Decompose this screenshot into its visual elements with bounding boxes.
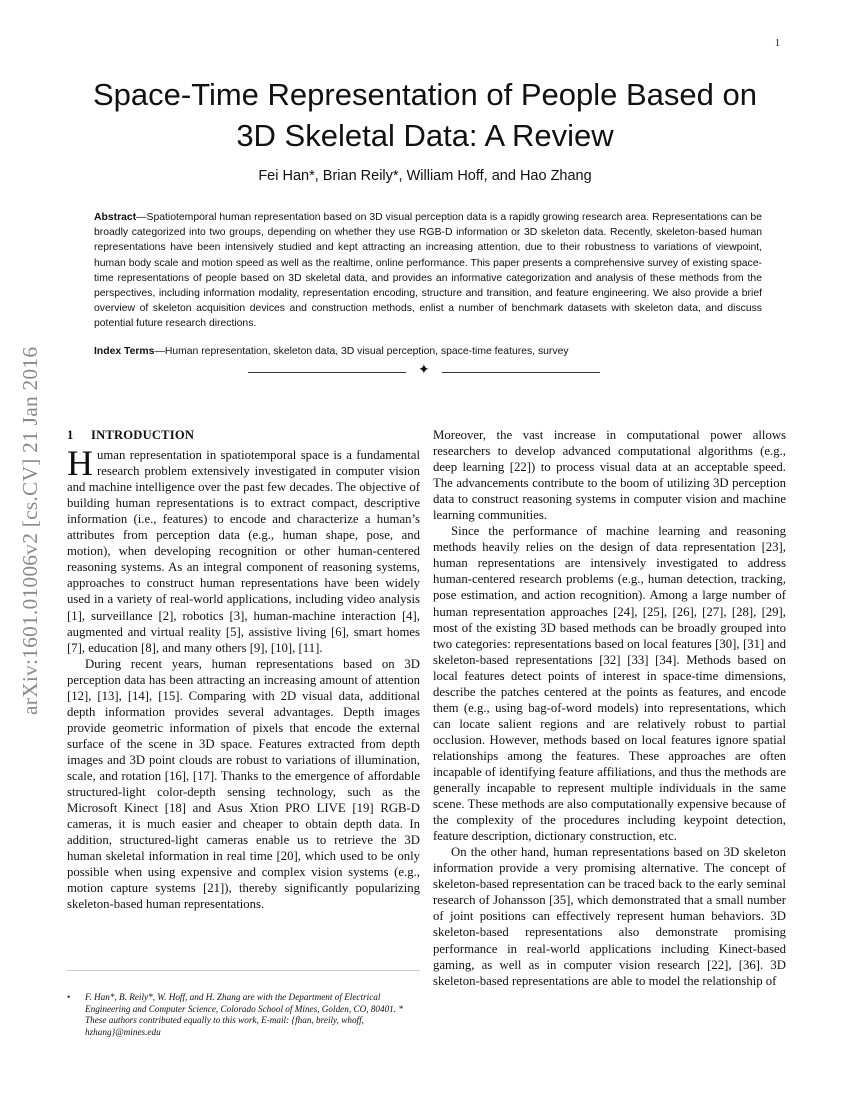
section-heading — [67, 427, 420, 443]
author-footnote — [67, 992, 420, 1038]
index-terms — [94, 344, 762, 359]
intro-paragraph-1-text: uman representation in spatiotemporal space is a fundamental research problem extensively investigated in computer vision and machine intelligence over the past few decades. The objective of building human representations is to extract compact, descriptive information (i.e., features) to encode and characterize a human’s attributes from perception data (e.g., human shape, pose, and motion), when developing recognition or other human-centered reasoning systems. As an integral component of reasoning systems, approaches to construct human representations have been widely used in a variety of real-world applications, including video analysis [1], surveillance [2], robotics [3], human-machine interaction [4], augmented and virtual reality [5], assistive living [6], smart homes [7], education [8], and many others [9], [10], [11]. — [67, 448, 420, 655]
abstract — [94, 210, 762, 332]
left-column — [67, 427, 420, 912]
footnote-rule — [67, 970, 420, 971]
section-divider — [0, 365, 850, 379]
abstract-text: —Spatiotemporal human representation based on 3D visual perception data is a rapidly growing research area. Representations can be broadly categorized into two groups, depending on whether they use RGB-D information or 3D skeleton data. Recently, skeleton-based human representations have been intensively studied and kept attracting an increasing attention, due to their robustness to variations of viewpoint, human body scale and motion speed as well as the realtime, online performance. This paper presents a comprehensive survey of existing space-time representations of people based on 3D skeletal data, and provides an informative categorization and analysis of these methods from the perspectives, including information modality, representation encoding, structure and transition, and feature engineering. We also provide a brief overview of skeleton acquisition devices and construction methods, enlist a number of benchmark datasets with skeleton data, and discuss potential future research directions. — [94, 212, 762, 330]
arxiv-identifier[interactable]: arXiv:1601.01006v2 [cs.CV] 21 Jan 2016 — [18, 346, 42, 715]
divider-line-right — [442, 372, 600, 373]
right-paragraph-1: Moreover, the vast increase in computational power allows researchers to develop advanced computational algorithms (e.g., deep learning [22]) to process visual data at an acceptable speed. The advancements contribute to the boom of utilizing 3D perception data to construct reasoning systems in computer vision and machine learning communities. — [433, 428, 786, 523]
right-column — [433, 427, 786, 989]
right-paragraph-3: On the other hand, human representations based on 3D skeleton information provide a very promising alternative. The concept of skeleton-based representation can be traced back to the early seminal research of Johansson [35], which demonstrated that a small number of joint positions can effectively represent human behaviors. 3D skeleton-based representations also demonstrate promising performance in real-world applications including Kinect-based gaming, as well as in computer vision research [22], [36]. 3D skeleton-based representations are able to model the relationship of — [433, 845, 786, 988]
divider-line-left — [248, 372, 406, 373]
page-number: 1 — [775, 38, 780, 49]
paper-title — [0, 74, 850, 156]
index-terms-label: Index Terms — [94, 346, 155, 357]
footnote-bullet-icon: • — [67, 992, 71, 1002]
section-number: 1 — [67, 428, 74, 442]
footnote-text: F. Han*, B. Reily*, W. Hoff, and H. Zhang are with the Department of Electrical Engineering and Computer Science, Colorado School of Mines, Golden, CO, 80401. * These authors contributed equally to this work, E-mail: {fhan, breily, whoff, hzhang}@mines.edu — [85, 992, 403, 1037]
title-line-2: 3D Skeletal Data: A Review — [236, 118, 614, 153]
author-list: Fei Han*, Brian Reily*, William Hoff, and Hao Zhang — [258, 168, 592, 184]
drop-cap: H — [67, 443, 93, 484]
divider-diamond-icon: ✦ — [418, 363, 430, 378]
section-title: INTRODUCTION — [91, 428, 195, 442]
abstract-label: Abstract — [94, 212, 137, 223]
index-terms-text: —Human representation, skeleton data, 3D visual perception, space-time features, survey — [154, 346, 569, 357]
intro-paragraph-2: During recent years, human representations based on 3D perception data has been attracting an increasing amount of attention [12], [13], [14], [15]. Comparing with 2D visual data, additional depth information provides several advantages. Depth images provide geometric information of pixels that encode the external surface of the scene in 3D space. Features extracted from depth images and 3D point clouds are robust to variations of illumination, scale, and rotation [16], [17]. Thanks to the emergence of affordable structured-light color-depth sensing technology, such as the Microsoft Kinect [18] and Asus Xtion PRO LIVE [19] RGB-D cameras, it is much easier and cheaper to obtain depth data. In addition, structured-light cameras enable us to retrieve the 3D human skeletal information in real time [20], which used to be only possible when using expensive and complex vision systems (e.g., motion capture systems [21]), thereby significantly popularizing skeleton-based human representations. — [67, 656, 420, 912]
intro-paragraph-1 — [67, 443, 420, 656]
title-line-1: Space-Time Representation of People Based on — [92, 77, 758, 112]
right-paragraph-2: Since the performance of machine learning and reasoning methods heavily relies on the design of data representation [23], human representations are intensively investigated to address human-centered research problems (e.g., human detection, tracking, pose estimation, and action recognition). Among a large number of human representation approaches [24], [25], [26], [27], [28], [29], most of the existing 3D based methods can be broadly grouped into two categories: representations based on local features [30], [31] and skeleton-based representations [32] [33] [34]. Methods based on local features detect points of interest in space-time dimensions, describe the patches centered at the points as features, and encode them (e.g., using bag-of-word models) into representations, which can locate salient regions and are relatively robust to partial occlusion. However, methods based on local features ignore spatial relationships among the features. These approaches are often incapable of identifying feature affiliations, and thus the methods are generally incapable to represent multiple individuals in the same scene. These methods are also computationally expensive because of the complexity of the procedures including keypoint detection, feature description, dictionary construction, etc. — [433, 524, 786, 844]
